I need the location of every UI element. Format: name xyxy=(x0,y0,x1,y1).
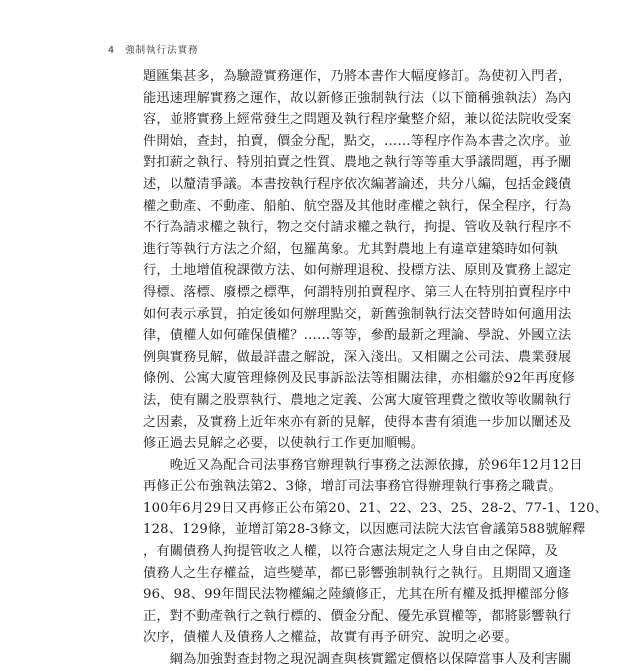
text-line: 次序，債權人及債務人之權益，故實有再予研究、說明之必要。 xyxy=(143,630,518,646)
text-line: 綱為加強對查封物之現況調查與核實鑑定價格以保障當事人及利害關 xyxy=(143,652,572,668)
book-title: 強制執行法實務 xyxy=(125,45,199,56)
text-line: 得標、落標、廢標之標準，何謂特別拍賣程序、第三人在特別拍賣程序中 xyxy=(143,284,572,300)
text-line: 之因素，及實務上近年來亦有新的見解，使得本書有須進一步加以闡述及 xyxy=(143,414,572,430)
body-text xyxy=(143,66,609,671)
page-number: 4 xyxy=(108,45,116,56)
text-line: 債務人之生存權益，這些變革，都已影響強制執行之執行。且期間又適逢 xyxy=(143,565,572,581)
text-line: 100年6月29日又再修正公布第20、21、22、23、25、28-2、77-1、120、 xyxy=(143,500,609,516)
text-line: 正，對不動產執行之執行標的、價金分配、優先承買權等，都將影響執行 xyxy=(143,608,572,624)
text-line: 例與實務見解，做最詳盡之解說，深入淺出。又相關之公司法、農業發展 xyxy=(143,349,572,365)
text-line: 不行為請求權之執行，物之交付請求權之執行，拘提、管收及執行程序不 xyxy=(143,220,572,236)
text-line: 權之動產、不動產、船舶、航空器及其他財產權之執行，保全程序，行為 xyxy=(143,198,572,214)
text-line: 晚近又為配合司法事務官辦理執行事務之法源依據，於96年12月12日 xyxy=(143,457,583,473)
text-line: 再修正公布強執法第2、3條，增訂司法事務官得辦理執行事務之職責。 xyxy=(143,479,562,495)
text-line: 條例、公寓大廈管理條例及民事訴訟法等相關法律，亦相繼於92年再度修 xyxy=(143,371,576,387)
text-line: 修正過去見解之必要，以使執行工作更加順暢。 xyxy=(143,436,425,452)
text-line: 128、129條，並增訂第28-3條文，以因應司法院大法官會議第588號解釋 xyxy=(143,522,586,538)
text-line: 如何表示承買，拍定後如何辦理點交，新舊強制執行法交替時如何適用法 xyxy=(143,306,572,322)
text-line: 述，以釐清爭議。本書按執行程序依次編著論述，共分八編，包括金錢債 xyxy=(143,176,572,192)
text-line: 對扣薪之執行、特別拍賣之性質、農地之執行等等重大爭議問題，再予闡 xyxy=(143,155,572,171)
text-line: ，有關債務人拘提管收之人權，以符合憲法規定之人身自由之保障，及 xyxy=(143,544,559,560)
text-line: 律，債權人如何確保債權？……等等，參酌最新之理論、學說、外國立法 xyxy=(143,328,572,344)
running-head xyxy=(108,42,199,56)
text-line: 96、98、99年間民法物權編之陸續修正，尤其在所有權及抵押權部分修 xyxy=(143,587,570,603)
text-line: 件開始，查封，拍賣，價金分配，點交，……等程序作為本書之次序。並 xyxy=(143,133,572,149)
text-line: 法，使有關之股票執行、農地之定義、公寓大廈管理費之徵收等收關執行 xyxy=(143,392,572,408)
text-line: 題匯集甚多，為驗證實務運作，乃將本書作大幅度修訂。為使初入門者， xyxy=(143,69,572,84)
text-line: 能迅速理解實務之運作，故以新修正強制執行法（以下簡稱強執法）為內 xyxy=(143,90,572,106)
text-line: 進行等執行方法之介紹，包羅萬象。尤其對農地上有違章建築時如何執 xyxy=(143,241,559,257)
text-line: 行，土地增值稅課徵方法、如何辦理退稅、投標方法、原則及實務上認定 xyxy=(143,263,572,279)
text-line: 容，並將實務上經常發生之問題及執行程序彙整介紹，兼以從法院收受案 xyxy=(143,112,572,128)
